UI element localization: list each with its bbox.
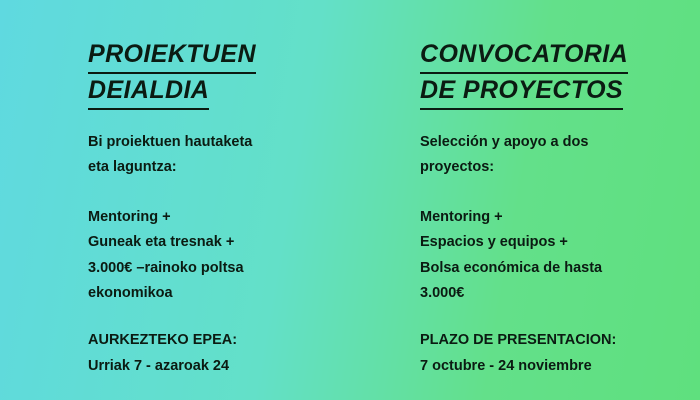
poster-columns <box>88 38 672 382</box>
column-basque-title-line-2: DEIALDIA <box>88 74 209 110</box>
column-basque-offer-line-1: Mentoring + <box>88 208 171 225</box>
column-basque-title-line-1: PROIEKTUEN <box>88 38 256 74</box>
column-spanish-offer-line-4: 3.000€ <box>420 284 465 301</box>
column-basque-offer-line-3: 3.000€ –rainoko poltsa <box>88 259 244 276</box>
column-basque-intro <box>88 130 340 181</box>
column-spanish-intro-line-1: Selección y apoyo a dos <box>420 134 589 150</box>
column-basque-intro-line-2: eta laguntza: <box>88 159 177 176</box>
column-spanish-title <box>420 38 672 110</box>
column-spanish-deadline-value: 7 octubre - 24 noviembre <box>420 357 592 374</box>
column-spanish-intro <box>420 130 672 181</box>
column-spanish-offer <box>420 205 672 307</box>
column-spanish-title-line-2: DE PROYECTOS <box>420 74 623 110</box>
column-spanish-deadline-label: PLAZO DE PRESENTACION: <box>420 332 617 349</box>
column-spanish <box>420 38 672 382</box>
column-basque-offer-line-2: Guneak eta tresnak + <box>88 234 235 251</box>
column-spanish-deadline <box>420 328 672 379</box>
column-basque-deadline <box>88 328 340 379</box>
column-basque-offer <box>88 205 340 307</box>
column-basque-deadline-value: Urriak 7 - azaroak 24 <box>88 357 230 374</box>
column-spanish-offer-line-1: Mentoring + <box>420 208 503 225</box>
column-basque-title <box>88 38 340 110</box>
column-spanish-title-line-1: CONVOCATORIA <box>420 38 628 74</box>
column-spanish-offer-line-2: Espacios y equipos + <box>420 234 568 251</box>
column-basque-intro-line-1: Bi proiektuen hautaketa <box>88 134 253 150</box>
column-basque-offer-line-4: ekonomikoa <box>88 284 173 301</box>
column-basque-deadline-label: AURKEZTEKO EPEA: <box>88 332 238 349</box>
column-basque <box>88 38 340 382</box>
column-spanish-intro-line-2: proyectos: <box>420 159 495 176</box>
column-spanish-offer-line-3: Bolsa económica de hasta <box>420 259 603 276</box>
